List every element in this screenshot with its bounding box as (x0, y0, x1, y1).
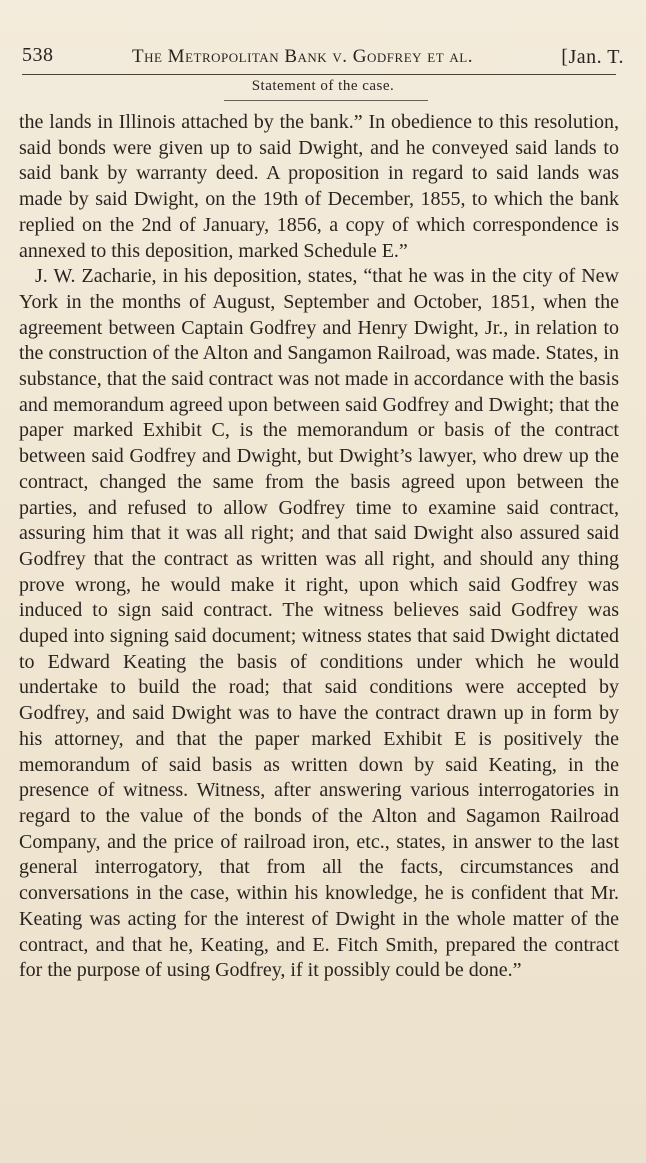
paragraph: the lands in Illinois attached by the bank.” In obedience to this resolution, said bonds were given up to said Dwight, and he conveyed said lands to said bank by warranty deed. A proposition in regard to said lands was made by said Dwight, on the 19th of December, 1855, to which the bank replied on the 2nd of January, 1856, a copy of which correspondence is annexed to this deposition, marked Schedule E.” (19, 111, 619, 262)
body-text (19, 110, 619, 984)
header-rule (22, 74, 616, 75)
running-head (22, 44, 624, 72)
term-label: [Jan. T. (561, 46, 624, 68)
running-title: The Metropolitan Bank v. Godfrey et al. (132, 46, 473, 67)
page-number: 538 (22, 44, 54, 66)
paragraph: J. W. Zacharie, in his deposition, states, “that he was in the city of New York in the months of August, September and October, 1851, when the agreement between Captain Godfrey and Henry Dwight, Jr., in relation to the construction of the Alton and Sangamon Railroad, was made. States, in substance, that the said contract was not made in accordance with the basis and memorandum agreed upon between said Godfrey and Dwight; that the paper marked Exhibit C, is the memorandum or basis of the contract between said Godfrey and Dwight, but Dwight’s lawyer, who drew up the contract, changed the same from the basis agreed upon between the parties, and refused to allow Godfrey time to examine said contract, assuring him that it was all right; and that said Dwight also assured said Godfrey that the contract as written was all right, and should any thing prove wrong, he would make it right, upon which said Godfrey was induced to sign said contract. The witness believes said Godfrey was duped into signing said document; witness states that said Dwight dictated to Edward Keating the basis of conditions under which he would undertake to build the road; that said conditions were accepted by Godfrey, and said Dwight was to have the contract drawn up in form by his attorney, and that the paper marked Exhibit E is positively the memorandum of said basis as written down by said Keating, in the presence of witness. Witness, after answering various interrogatories in regard to the value of the bonds of the Alton and Sagamon Railroad Company, and the price of railroad iron, etc., states, in answer to the last general interrogatory, that from all the facts, circumstances and conversations in the case, within his knowledge, he is confident that Mr. Keating was acting for the interest of Dwight in the whole matter of the contract, and that he, Keating, and E. Fitch Smith, prepared the contract for the purpose of using Godfrey, if it possibly could be done.” (19, 265, 619, 982)
subheading-rule (224, 100, 428, 101)
section-subheading: Statement of the case. (251, 78, 395, 94)
